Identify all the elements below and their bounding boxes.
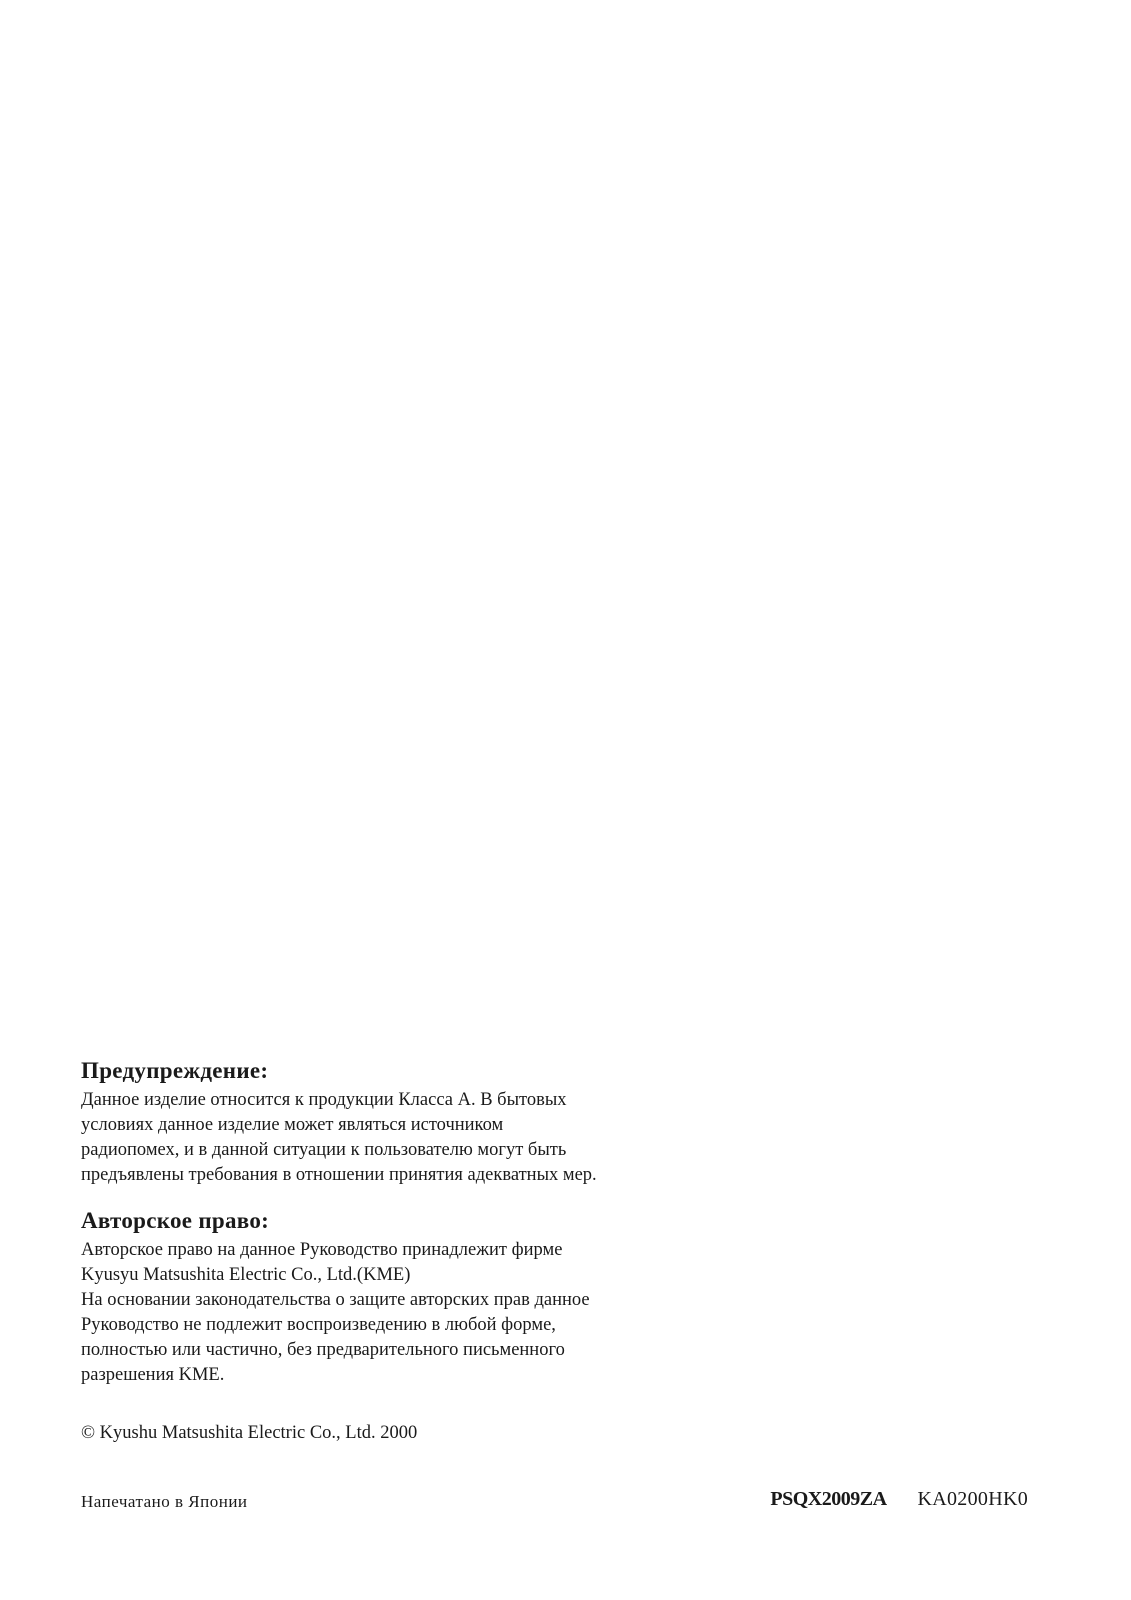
document-codes: [770, 1485, 1028, 1513]
copyright-text-line: Руководство не подлежит воспроизведению в любой форме,: [81, 1315, 556, 1335]
copyright-notice: © Kyushu Matsushita Electric Co., Ltd. 2000: [81, 1423, 418, 1443]
copyright-text-line: Kyusyu Matsushita Electric Co., Ltd.(KME): [81, 1265, 411, 1285]
warning-text-line: радиопомех, и в данной ситуации к пользователю могут быть: [81, 1140, 567, 1160]
printed-in-label: Напечатано в Японии: [81, 1492, 248, 1511]
warning-text-line: предъявлены требования в отношении принятия адекватных мер.: [81, 1165, 597, 1185]
warning-text: [81, 1088, 701, 1188]
copyright-text-line: разрешения KME.: [81, 1365, 225, 1385]
copyright-text-line: полностью или частично, без предварительного письменного: [81, 1340, 565, 1360]
print-code: KA0200HK0: [917, 1488, 1028, 1510]
section-spacer: [81, 1188, 701, 1206]
copyright-text: [81, 1238, 701, 1388]
copyright-heading: Авторское право:: [81, 1208, 270, 1233]
warning-text-line: Данное изделие относится к продукции Класса А. В бытовых: [81, 1090, 567, 1110]
legal-notice-block: [81, 1056, 701, 1388]
copyright-text-line: Авторское право на данное Руководство принадлежит фирме: [81, 1240, 563, 1260]
part-number: PSQX2009ZA: [770, 1488, 887, 1510]
warning-heading: Предупреждение:: [81, 1058, 269, 1083]
warning-text-line: условиях данное изделие может являться источником: [81, 1115, 504, 1135]
copyright-text-line: На основании законодательства о защите авторских прав данное: [81, 1290, 590, 1310]
